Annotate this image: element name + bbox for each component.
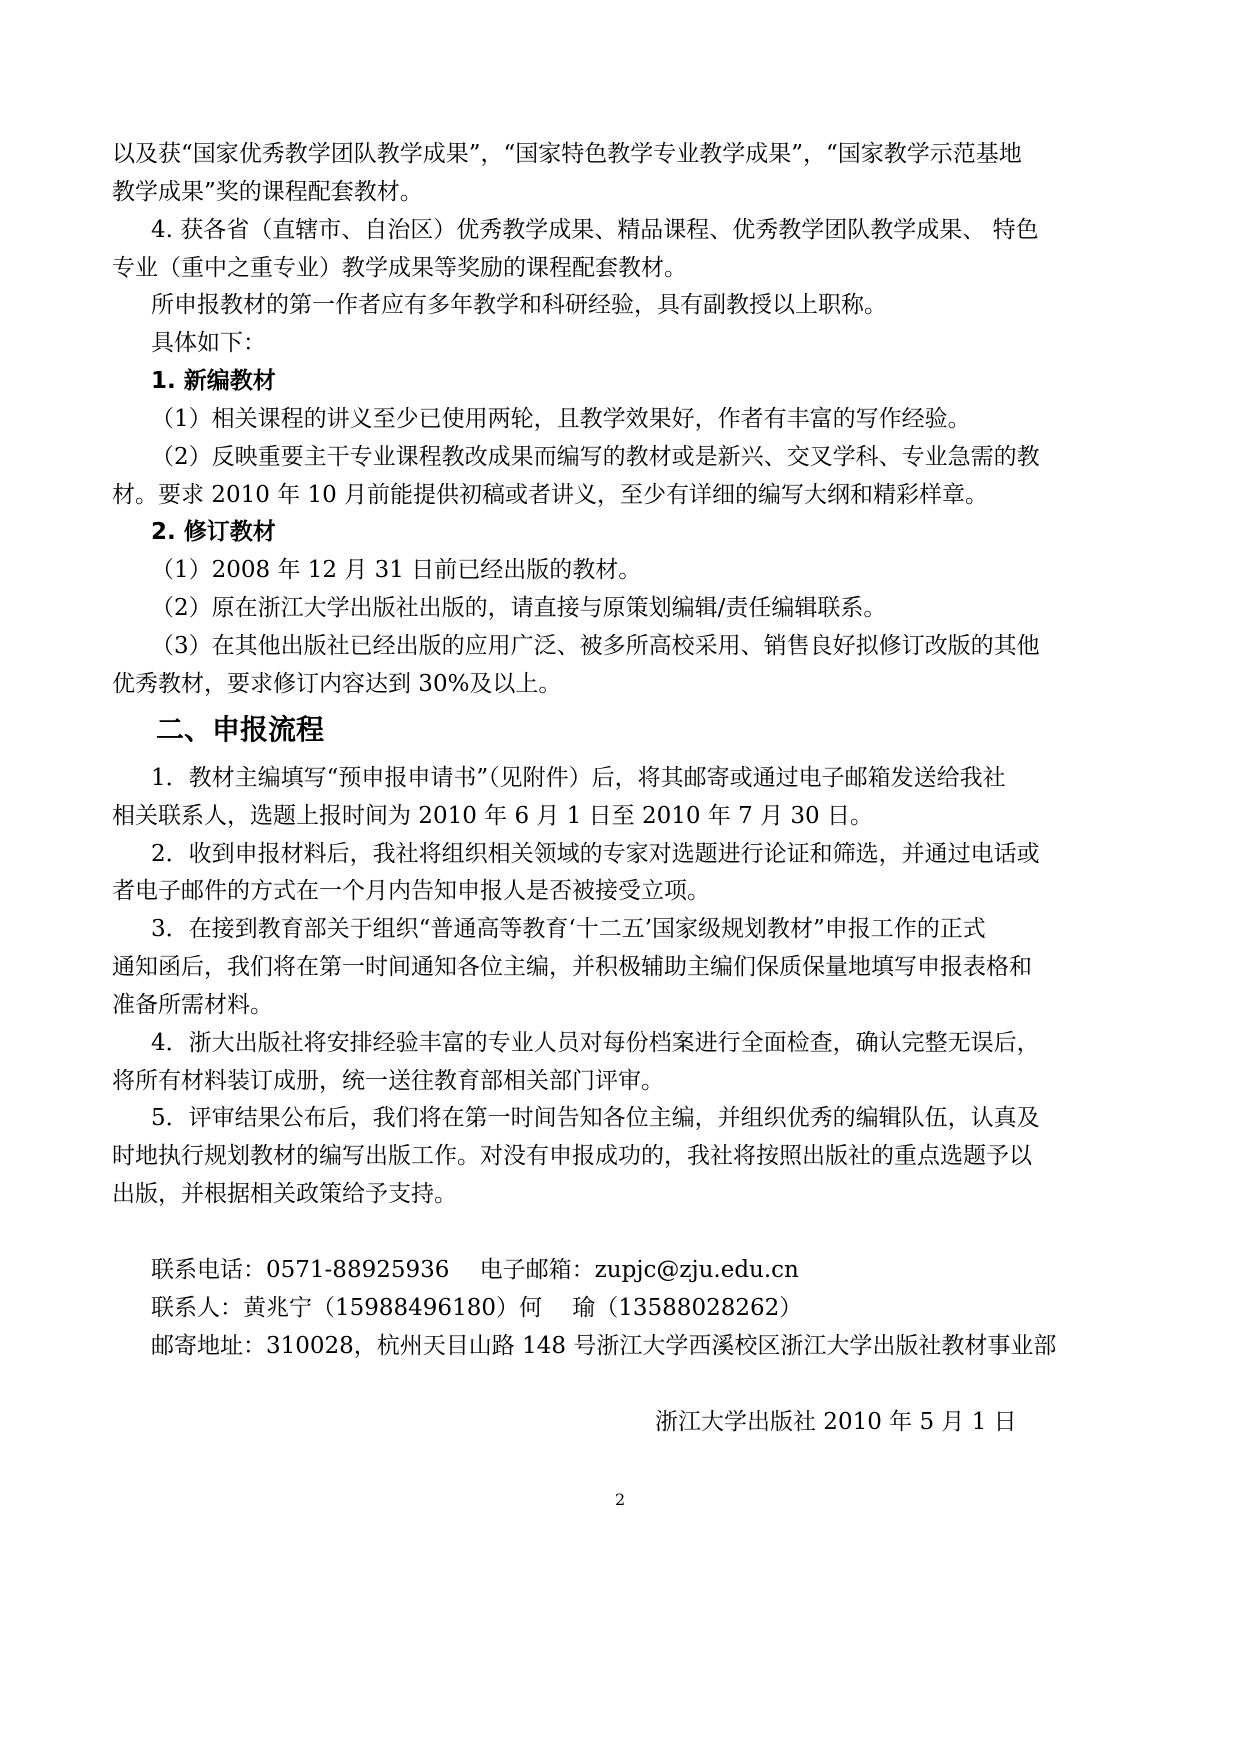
text-line: 以及获“国家优秀教学团队教学成果”，“国家特色教学专业教学成果”，“国家教学示范基地 <box>112 141 1022 167</box>
text-line: 专业（重中之重专业）教学成果等奖励的课程配套教材。 <box>112 255 687 281</box>
text-line: （1）相关课程的讲义至少已使用两轮，且教学效果好，作者有丰富的写作经验。 <box>151 406 971 432</box>
text-line: 时地执行规划教材的编写出版工作。对没有申报成功的，我社将按照出版社的重点选题予以 <box>112 1143 1032 1169</box>
text-line: 4．浙大出版社将安排经验丰富的专业人员对每份档案进行全面检查，确认完整无误后， <box>151 1030 1040 1056</box>
text-line: 优秀教材，要求修订内容达到 30%及以上。 <box>112 671 562 697</box>
text-line: （2）原在浙江大学出版社出版的，请直接与原策划编辑/责任编辑联系。 <box>151 595 887 621</box>
text-line: 4. 获各省（直辖市、自治区）优秀教学成果、精品课程、优秀教学团队教学成果、 特色 <box>151 217 1039 243</box>
text-line: 者电子邮件的方式在一个月内告知申报人是否被接受立项。 <box>112 878 710 904</box>
text-line: 将所有材料装订成册，统一送往教育部相关部门评审。 <box>112 1068 664 1094</box>
text-line: （1）2008 年 12 月 31 日前已经出版的教材。 <box>151 557 642 583</box>
text-line: （2）反映重要主干专业课程教改成果而编写的教材或是新兴、交叉学科、专业急需的教 <box>151 444 1040 470</box>
text-line: 通知函后，我们将在第一时间通知各位主编，并积极辅助主编们保质保量地填写申报表格和 <box>112 954 1032 980</box>
subheading-revised-textbooks: 2. 修订教材 <box>151 519 276 545</box>
text-line: 所申报教材的第一作者应有多年教学和科研经验，具有副教授以上职称。 <box>151 292 887 318</box>
text-line: 材。要求 2010 年 10 月前能提供初稿或者讲义，至少有详细的编写大纲和精彩样章。 <box>112 482 989 508</box>
text-line: 准备所需材料。 <box>112 992 273 1018</box>
text-line: 5．评审结果公布后，我们将在第一时间告知各位主编，并组织优秀的编辑队伍，认真及 <box>151 1105 1040 1131</box>
contact-persons: 联系人：黄兆宁（15988496180）何 瑜（13588028262） <box>151 1295 803 1321</box>
text-line: 教学成果”奖的课程配套教材。 <box>112 179 423 205</box>
text-line: 1．教材主编填写“预申报申请书”（见附件）后，将其邮寄或通过电子邮箱发送给我社 <box>151 765 1006 791</box>
text-line: 2．收到申报材料后，我社将组织相关领域的专家对选题进行论证和筛选，并通过电话或 <box>151 841 1040 867</box>
page-number: 2 <box>615 1490 626 1509</box>
contact-phone-email: 联系电话：0571-88925936 电子邮箱：zupjc@zju.edu.cn <box>151 1257 799 1283</box>
mailing-address: 邮寄地址：310028，杭州天目山路 148 号浙江大学西溪校区浙江大学出版社教材事业部 <box>151 1333 1057 1359</box>
section-heading: 二、申报流程 <box>156 713 325 746</box>
subheading-new-textbooks: 1. 新编教材 <box>151 368 276 394</box>
signature: 浙江大学出版社 2010 年 5 月 1 日 <box>655 1409 1017 1435</box>
text-line: 具体如下： <box>151 330 266 356</box>
text-line: 3．在接到教育部关于组织“普通高等教育‘十二五’国家级规划教材”申报工作的正式 <box>151 916 986 942</box>
text-line: 出版，并根据相关政策给予支持。 <box>112 1181 457 1207</box>
text-line: （3）在其他出版社已经出版的应用广泛、被多所高校采用、销售良好拟修订改版的其他 <box>151 633 1040 659</box>
text-line: 相关联系人，选题上报时间为 2010 年 6 月 1 日至 2010 年 7 月 30 日。 <box>112 803 873 829</box>
